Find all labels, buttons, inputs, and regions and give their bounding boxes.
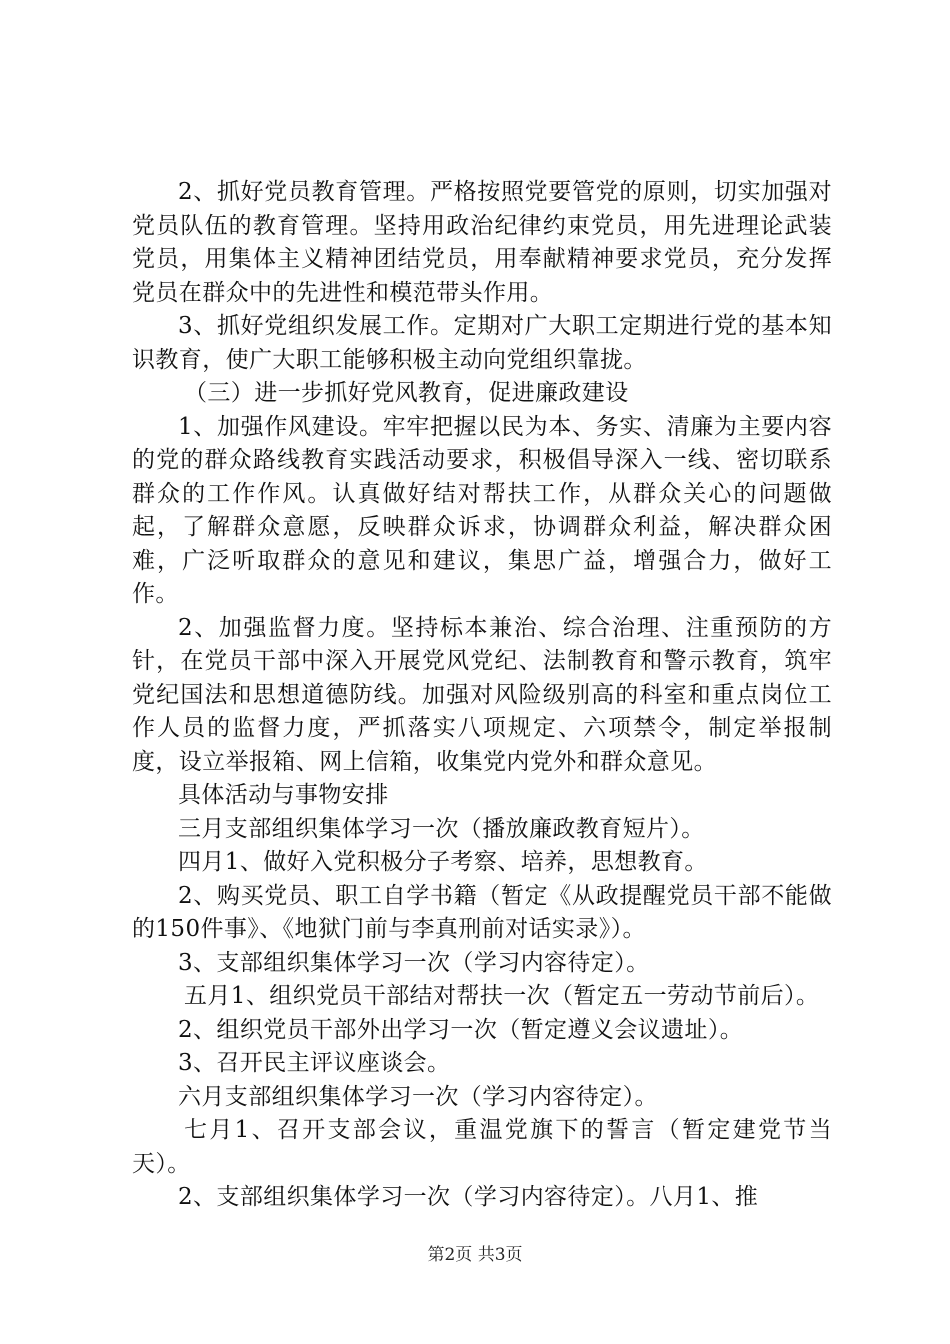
schedule-july-item-1: 七月1、召开支部会议，重温党旗下的誓言（暂定建党节当天）。 [132, 1117, 832, 1177]
paragraph-supervision: 2、加强监督力度。坚持标本兼治、综合治理、注重预防的方针，在党员干部中深入开展党风党纪、法制教育和警示教育，筑牢党纪国法和思想道德防线。加强对风险级别高的科室和重点岗位工作人员的监督力度，严抓落实八项规定、六项禁令，制定举报制度，设立举报箱、网上信箱，收集党内党外和群众意见。 [132, 614, 832, 775]
schedule-june: 六月支部组织集体学习一次（学习内容待定）。 [178, 1083, 658, 1110]
paragraph-work-style: 1、加强作风建设。牢牢把握以民为本、务实、清廉为主要内容的党的群众路线教育实践活动要求，积极倡导深入一线、密切联系群众的工作作风。认真做好结对帮扶工作，从群众关心的问题做起，了解群众意愿，反映群众诉求，协调群众利益，解决群众困难，广泛听取群众的意见和建议，集思广益，增强合力，做好工作。 [132, 413, 832, 607]
page-footer: 第2页 共3页 [427, 1245, 523, 1265]
paragraph-party-development: 3、抓好党组织发展工作。定期对广大职工定期进行党的基本知识教育，使广大职工能够积极主动向党组织靠拢。 [132, 313, 832, 373]
schedule-april-item-2: 2、购买党员、职工自学书籍（暂定《从政提醒党员干部不能做的150件事》、《地狱门前与李真刑前对话实录》）。 [132, 882, 832, 942]
schedule-may-item-3: 3、召开民主评议座谈会。 [178, 1050, 451, 1076]
schedule-april-item-3: 3、支部组织集体学习一次（学习内容待定）。 [178, 949, 650, 976]
schedule-may-item-2: 2、组织党员干部外出学习一次（暂定遵义会议遗址）。 [178, 1016, 744, 1043]
schedule-march: 三月支部组织集体学习一次（播放廉政教育短片）。 [178, 815, 705, 842]
schedule-july-item-2: 2、支部组织集体学习一次（学习内容待定）。八月1、推 [178, 1184, 759, 1210]
document-body [132, 176, 832, 1215]
schedule-april-item-1: 四月1、做好入党积极分子考察、培养，思想教育。 [178, 849, 708, 875]
schedule-may-item-1: 五月1、组织党员干部结对帮扶一次（暂定五一劳动节前后）。 [184, 983, 820, 1009]
paragraph-party-member-education: 2、抓好党员教育管理。严格按照党要管党的原则，切实加强对党员队伍的教育管理。坚持用政治纪律约束党员，用先进理论武装党员，用集体主义精神团结党员，用奉献精神要求党员，充分发挥党员在群众中的先进性和模范带头作用。 [132, 179, 832, 306]
heading-activity-schedule: 具体活动与事物安排 [178, 782, 389, 808]
section-heading-party-conduct: （三）进一步抓好党风教育，促进廉政建设 [184, 380, 629, 406]
